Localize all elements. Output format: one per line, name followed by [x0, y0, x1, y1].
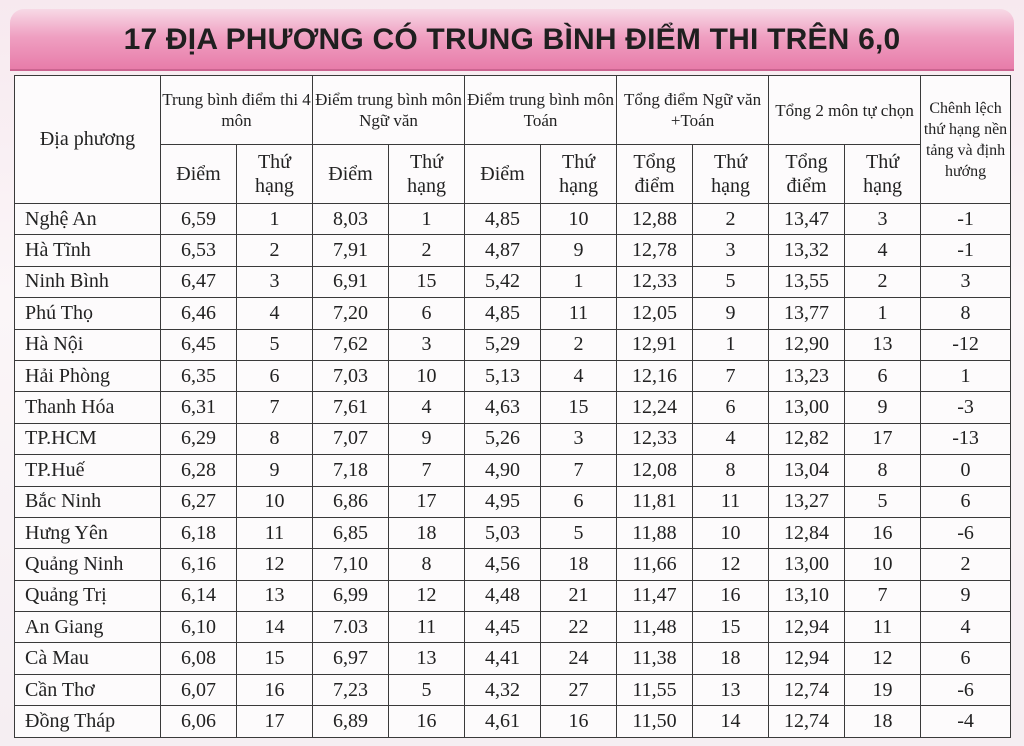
sub-header-rank: Thứ hạng [693, 145, 769, 204]
cell-elective-rank: 10 [845, 549, 921, 580]
cell-avg-score: 6,46 [161, 298, 237, 329]
page-title: 17 ĐỊA PHƯƠNG CÓ TRUNG BÌNH ĐIỂM THI TRÊN 6,0 [123, 23, 901, 56]
cell-rank-difference: 2 [921, 549, 1011, 580]
table-row [15, 298, 1011, 329]
cell-elective-rank: 3 [845, 204, 921, 235]
cell-math-rank: 1 [541, 266, 617, 297]
cell-location: Đồng Tháp [15, 706, 161, 737]
cell-avg-rank: 8 [237, 423, 313, 454]
cell-math-rank: 4 [541, 360, 617, 391]
cell-math-rank: 5 [541, 517, 617, 548]
cell-math-score: 4,90 [465, 455, 541, 486]
cell-lit-math-rank: 11 [693, 486, 769, 517]
cell-math-score: 4,45 [465, 612, 541, 643]
cell-math-rank: 10 [541, 204, 617, 235]
sub-header-score: Điểm [465, 145, 541, 204]
table-body [15, 204, 1011, 738]
cell-elective-total: 12,94 [769, 612, 845, 643]
cell-lit-math-total: 11,88 [617, 517, 693, 548]
cell-math-score: 4,41 [465, 643, 541, 674]
cell-lit-math-rank: 1 [693, 329, 769, 360]
table-row [15, 392, 1011, 423]
sub-header-rank: Thứ hạng [845, 145, 921, 204]
table-row [15, 580, 1011, 611]
table-row [15, 486, 1011, 517]
cell-math-score: 4,63 [465, 392, 541, 423]
cell-rank-difference: -4 [921, 706, 1011, 737]
cell-lit-math-rank: 10 [693, 517, 769, 548]
header-row-sub [15, 145, 1011, 204]
cell-rank-difference: -13 [921, 423, 1011, 454]
cell-math-rank: 6 [541, 486, 617, 517]
cell-elective-total: 12,90 [769, 329, 845, 360]
cell-elective-rank: 9 [845, 392, 921, 423]
cell-rank-difference: 6 [921, 486, 1011, 517]
cell-lit-math-rank: 15 [693, 612, 769, 643]
table-row [15, 360, 1011, 391]
cell-literature-score: 7,23 [313, 674, 389, 705]
cell-avg-rank: 15 [237, 643, 313, 674]
cell-avg-rank: 17 [237, 706, 313, 737]
cell-literature-score: 6,91 [313, 266, 389, 297]
cell-literature-score: 7.03 [313, 612, 389, 643]
cell-avg-score: 6,59 [161, 204, 237, 235]
cell-elective-total: 13,00 [769, 392, 845, 423]
cell-math-score: 4,32 [465, 674, 541, 705]
cell-rank-difference: 9 [921, 580, 1011, 611]
cell-rank-difference: 8 [921, 298, 1011, 329]
cell-math-rank: 22 [541, 612, 617, 643]
cell-elective-rank: 7 [845, 580, 921, 611]
sub-header-score: Điểm [161, 145, 237, 204]
cell-math-score: 4,61 [465, 706, 541, 737]
cell-rank-difference: 4 [921, 612, 1011, 643]
cell-avg-rank: 7 [237, 392, 313, 423]
cell-lit-math-rank: 18 [693, 643, 769, 674]
sub-header-rank: Thứ hạng [541, 145, 617, 204]
cell-literature-rank: 12 [389, 580, 465, 611]
cell-literature-rank: 1 [389, 204, 465, 235]
cell-lit-math-total: 12,88 [617, 204, 693, 235]
cell-math-rank: 3 [541, 423, 617, 454]
cell-avg-rank: 13 [237, 580, 313, 611]
cell-elective-rank: 16 [845, 517, 921, 548]
cell-avg-score: 6,27 [161, 486, 237, 517]
cell-elective-total: 12,94 [769, 643, 845, 674]
cell-lit-math-rank: 16 [693, 580, 769, 611]
cell-lit-math-rank: 6 [693, 392, 769, 423]
cell-elective-rank: 11 [845, 612, 921, 643]
sub-header-rank: Thứ hạng [389, 145, 465, 204]
cell-avg-score: 6,29 [161, 423, 237, 454]
cell-lit-math-rank: 7 [693, 360, 769, 391]
cell-elective-total: 12,82 [769, 423, 845, 454]
cell-math-rank: 15 [541, 392, 617, 423]
cell-lit-math-total: 12,16 [617, 360, 693, 391]
header-row-groups [15, 76, 1011, 145]
cell-literature-score: 6,99 [313, 580, 389, 611]
cell-lit-math-rank: 3 [693, 235, 769, 266]
cell-avg-score: 6,10 [161, 612, 237, 643]
cell-elective-total: 13,10 [769, 580, 845, 611]
cell-math-score: 4,48 [465, 580, 541, 611]
table-row [15, 706, 1011, 737]
table-row [15, 423, 1011, 454]
cell-elective-total: 12,74 [769, 674, 845, 705]
cell-lit-math-total: 12,24 [617, 392, 693, 423]
cell-literature-score: 8,03 [313, 204, 389, 235]
cell-math-rank: 21 [541, 580, 617, 611]
cell-location: Ninh Bình [15, 266, 161, 297]
cell-lit-math-rank: 9 [693, 298, 769, 329]
cell-elective-total: 13,47 [769, 204, 845, 235]
cell-rank-difference: -3 [921, 392, 1011, 423]
table-row [15, 517, 1011, 548]
cell-math-score: 4,56 [465, 549, 541, 580]
cell-location: Quảng Trị [15, 580, 161, 611]
cell-elective-rank: 17 [845, 423, 921, 454]
cell-literature-rank: 16 [389, 706, 465, 737]
cell-literature-score: 6,97 [313, 643, 389, 674]
cell-math-score: 4,95 [465, 486, 541, 517]
cell-avg-score: 6,16 [161, 549, 237, 580]
cell-lit-math-total: 11,55 [617, 674, 693, 705]
cell-location: Bắc Ninh [15, 486, 161, 517]
cell-lit-math-rank: 14 [693, 706, 769, 737]
cell-elective-rank: 18 [845, 706, 921, 737]
cell-lit-math-rank: 12 [693, 549, 769, 580]
cell-avg-rank: 11 [237, 517, 313, 548]
cell-lit-math-rank: 4 [693, 423, 769, 454]
cell-lit-math-total: 12,08 [617, 455, 693, 486]
cell-elective-rank: 6 [845, 360, 921, 391]
cell-literature-score: 7,62 [313, 329, 389, 360]
cell-math-rank: 2 [541, 329, 617, 360]
cell-math-rank: 7 [541, 455, 617, 486]
cell-math-score: 5,42 [465, 266, 541, 297]
cell-literature-score: 7,20 [313, 298, 389, 329]
table-row [15, 455, 1011, 486]
cell-rank-difference: 6 [921, 643, 1011, 674]
table-row [15, 204, 1011, 235]
cell-location: TP.Huế [15, 455, 161, 486]
cell-elective-total: 13,32 [769, 235, 845, 266]
cell-avg-score: 6,18 [161, 517, 237, 548]
cell-elective-rank: 1 [845, 298, 921, 329]
table-row [15, 612, 1011, 643]
cell-literature-rank: 2 [389, 235, 465, 266]
cell-location: Hà Tĩnh [15, 235, 161, 266]
cell-lit-math-total: 11,50 [617, 706, 693, 737]
cell-math-rank: 16 [541, 706, 617, 737]
cell-lit-math-total: 11,47 [617, 580, 693, 611]
table-row [15, 549, 1011, 580]
header-lit-math-total: Tổng điểm Ngữ văn +Toán [617, 76, 769, 145]
cell-location: TP.HCM [15, 423, 161, 454]
cell-location: Cà Mau [15, 643, 161, 674]
header-elective-total: Tổng 2 môn tự chọn [769, 76, 921, 145]
cell-elective-rank: 13 [845, 329, 921, 360]
cell-math-rank: 24 [541, 643, 617, 674]
cell-elective-rank: 2 [845, 266, 921, 297]
cell-literature-rank: 15 [389, 266, 465, 297]
cell-elective-rank: 12 [845, 643, 921, 674]
cell-math-score: 5,03 [465, 517, 541, 548]
cell-math-score: 5,29 [465, 329, 541, 360]
sub-header-total-score: Tổng điểm [617, 145, 693, 204]
cell-avg-rank: 3 [237, 266, 313, 297]
cell-elective-total: 12,84 [769, 517, 845, 548]
cell-location: Nghệ An [15, 204, 161, 235]
cell-lit-math-total: 12,78 [617, 235, 693, 266]
cell-avg-score: 6,31 [161, 392, 237, 423]
cell-avg-rank: 14 [237, 612, 313, 643]
cell-elective-total: 13,27 [769, 486, 845, 517]
header-location: Địa phương [15, 76, 161, 204]
cell-elective-rank: 19 [845, 674, 921, 705]
cell-lit-math-total: 12,91 [617, 329, 693, 360]
cell-literature-rank: 6 [389, 298, 465, 329]
cell-elective-total: 13,04 [769, 455, 845, 486]
header-literature: Điểm trung bình môn Ngữ văn [313, 76, 465, 145]
cell-math-score: 4,87 [465, 235, 541, 266]
cell-math-score: 4,85 [465, 204, 541, 235]
cell-literature-score: 7,07 [313, 423, 389, 454]
cell-elective-total: 13,00 [769, 549, 845, 580]
cell-math-score: 5,13 [465, 360, 541, 391]
header-avg-4-subjects: Trung bình điểm thi 4 môn [161, 76, 313, 145]
cell-elective-total: 13,77 [769, 298, 845, 329]
cell-lit-math-rank: 5 [693, 266, 769, 297]
cell-literature-rank: 3 [389, 329, 465, 360]
cell-location: Thanh Hóa [15, 392, 161, 423]
cell-avg-rank: 5 [237, 329, 313, 360]
cell-lit-math-total: 11,38 [617, 643, 693, 674]
cell-lit-math-rank: 13 [693, 674, 769, 705]
cell-location: Hà Nội [15, 329, 161, 360]
cell-literature-score: 7,03 [313, 360, 389, 391]
cell-elective-rank: 8 [845, 455, 921, 486]
cell-avg-score: 6,35 [161, 360, 237, 391]
cell-lit-math-rank: 2 [693, 204, 769, 235]
cell-literature-rank: 8 [389, 549, 465, 580]
cell-rank-difference: -6 [921, 517, 1011, 548]
cell-avg-score: 6,45 [161, 329, 237, 360]
cell-location: Hưng Yên [15, 517, 161, 548]
table-row [15, 643, 1011, 674]
cell-rank-difference: 1 [921, 360, 1011, 391]
cell-location: An Giang [15, 612, 161, 643]
cell-lit-math-total: 12,33 [617, 266, 693, 297]
cell-literature-score: 6,86 [313, 486, 389, 517]
cell-literature-score: 6,85 [313, 517, 389, 548]
cell-math-rank: 9 [541, 235, 617, 266]
cell-avg-rank: 10 [237, 486, 313, 517]
cell-location: Cần Thơ [15, 674, 161, 705]
cell-literature-rank: 7 [389, 455, 465, 486]
cell-literature-rank: 4 [389, 392, 465, 423]
cell-literature-score: 7,18 [313, 455, 389, 486]
cell-literature-score: 7,10 [313, 549, 389, 580]
sub-header-score: Điểm [313, 145, 389, 204]
cell-location: Phú Thọ [15, 298, 161, 329]
title-banner [10, 9, 1014, 71]
cell-avg-score: 6,08 [161, 643, 237, 674]
table-row [15, 329, 1011, 360]
cell-elective-total: 12,74 [769, 706, 845, 737]
cell-math-rank: 18 [541, 549, 617, 580]
cell-elective-total: 13,23 [769, 360, 845, 391]
cell-rank-difference: -1 [921, 204, 1011, 235]
cell-lit-math-total: 12,05 [617, 298, 693, 329]
cell-rank-difference: -6 [921, 674, 1011, 705]
cell-avg-score: 6,07 [161, 674, 237, 705]
cell-avg-rank: 9 [237, 455, 313, 486]
table-row [15, 266, 1011, 297]
cell-literature-rank: 5 [389, 674, 465, 705]
cell-avg-rank: 2 [237, 235, 313, 266]
cell-rank-difference: -12 [921, 329, 1011, 360]
cell-literature-rank: 9 [389, 423, 465, 454]
sub-header-total-score: Tổng điểm [769, 145, 845, 204]
cell-elective-rank: 5 [845, 486, 921, 517]
cell-location: Quảng Ninh [15, 549, 161, 580]
cell-avg-rank: 6 [237, 360, 313, 391]
cell-elective-total: 13,55 [769, 266, 845, 297]
cell-math-score: 5,26 [465, 423, 541, 454]
cell-literature-rank: 18 [389, 517, 465, 548]
cell-avg-score: 6,28 [161, 455, 237, 486]
cell-avg-score: 6,47 [161, 266, 237, 297]
cell-avg-score: 6,06 [161, 706, 237, 737]
cell-avg-rank: 16 [237, 674, 313, 705]
cell-rank-difference: -1 [921, 235, 1011, 266]
cell-rank-difference: 0 [921, 455, 1011, 486]
cell-avg-rank: 1 [237, 204, 313, 235]
cell-location: Hải Phòng [15, 360, 161, 391]
cell-lit-math-total: 11,66 [617, 549, 693, 580]
cell-avg-score: 6,53 [161, 235, 237, 266]
cell-lit-math-total: 12,33 [617, 423, 693, 454]
cell-literature-rank: 11 [389, 612, 465, 643]
cell-lit-math-total: 11,81 [617, 486, 693, 517]
cell-literature-rank: 10 [389, 360, 465, 391]
cell-avg-rank: 12 [237, 549, 313, 580]
cell-literature-rank: 13 [389, 643, 465, 674]
cell-rank-difference: 3 [921, 266, 1011, 297]
cell-avg-rank: 4 [237, 298, 313, 329]
cell-math-score: 4,85 [465, 298, 541, 329]
cell-math-rank: 11 [541, 298, 617, 329]
cell-lit-math-rank: 8 [693, 455, 769, 486]
cell-avg-score: 6,14 [161, 580, 237, 611]
cell-elective-rank: 4 [845, 235, 921, 266]
cell-literature-score: 6,89 [313, 706, 389, 737]
cell-literature-score: 7,61 [313, 392, 389, 423]
sub-header-rank: Thứ hạng [237, 145, 313, 204]
table-row [15, 235, 1011, 266]
cell-math-rank: 27 [541, 674, 617, 705]
table-row [15, 674, 1011, 705]
header-rank-difference: Chênh lệch thứ hạng nền tảng và định hướng [921, 76, 1011, 204]
header-math: Điểm trung bình môn Toán [465, 76, 617, 145]
cell-literature-rank: 17 [389, 486, 465, 517]
cell-lit-math-total: 11,48 [617, 612, 693, 643]
cell-literature-score: 7,91 [313, 235, 389, 266]
score-table [14, 75, 1011, 738]
